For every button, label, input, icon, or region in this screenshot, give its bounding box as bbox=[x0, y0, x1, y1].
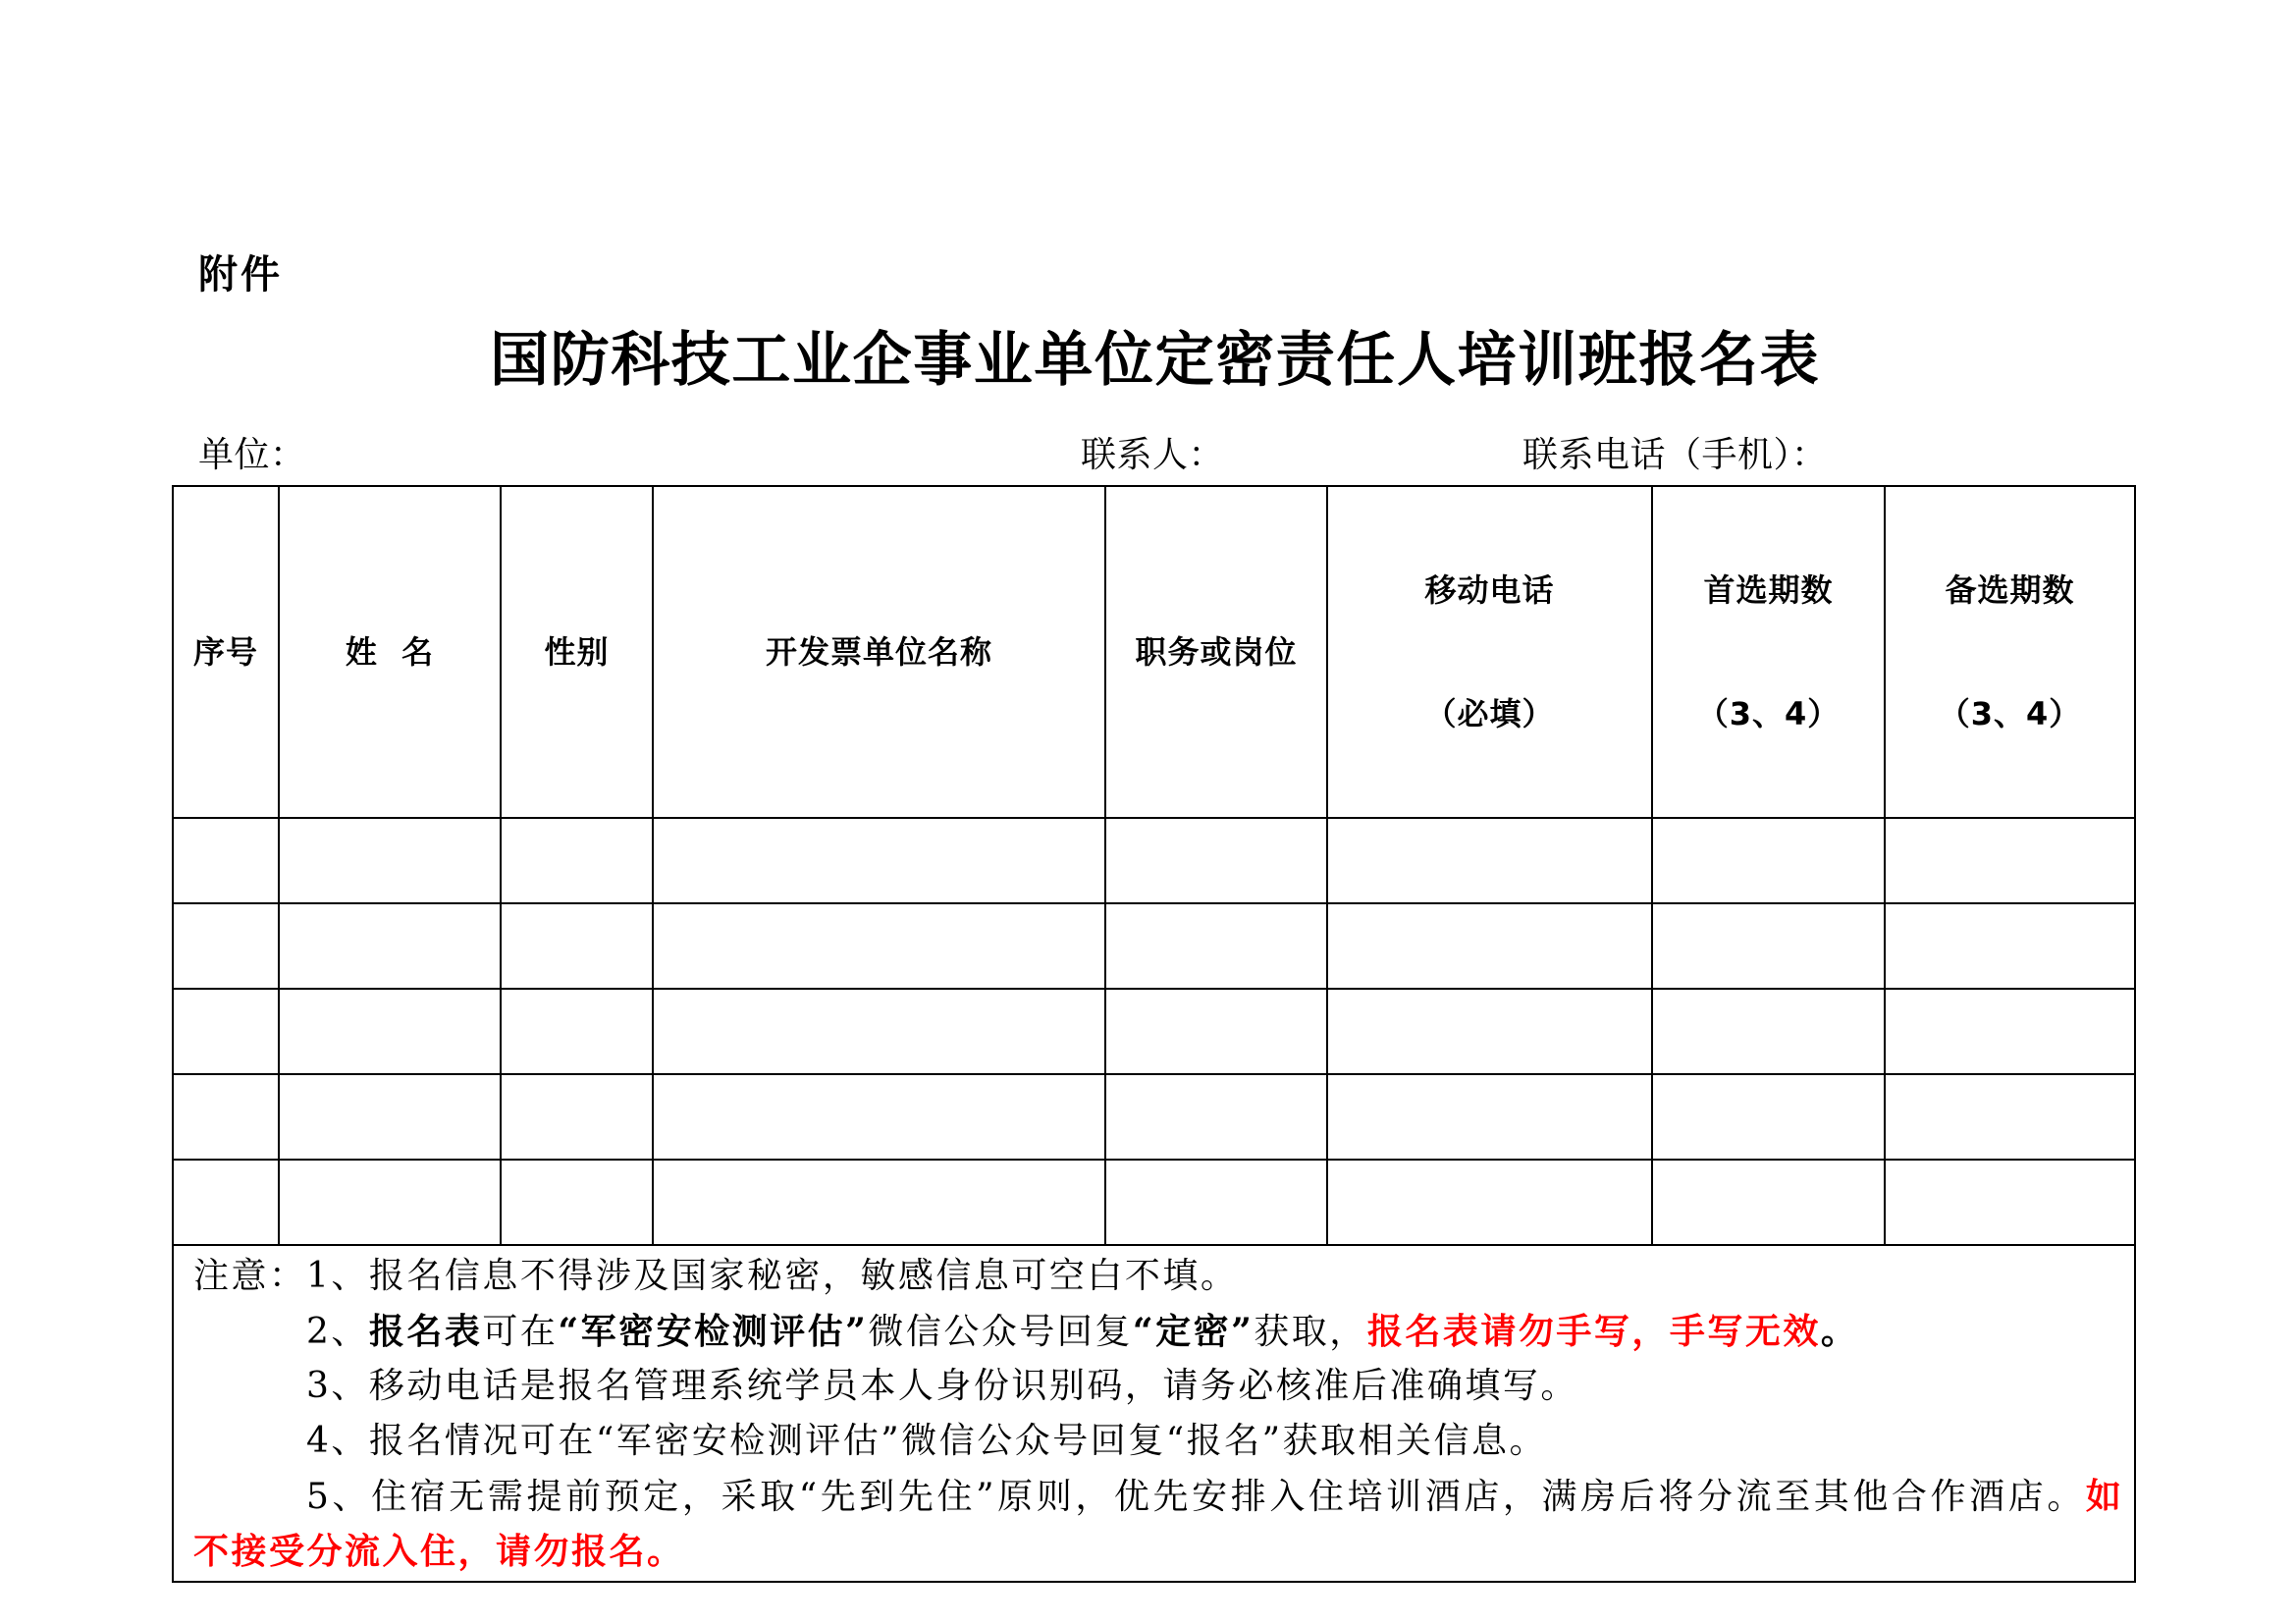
notes-cell bbox=[173, 1245, 2135, 1582]
unit-label: 单位： bbox=[198, 435, 306, 475]
cell-gender bbox=[501, 1074, 653, 1160]
notes-row bbox=[173, 1245, 2135, 1582]
cell-serial-number bbox=[173, 903, 279, 989]
notes-prefix: 注意： bbox=[193, 1256, 307, 1296]
header-first-choice-session bbox=[1652, 486, 1885, 818]
note-2-number: 2、 bbox=[306, 1312, 369, 1352]
cell-alternate-choice-session bbox=[1885, 818, 2135, 903]
note-5-text: 5、住宿无需提前预定，采取“先到先住”原则，优先安排入住培训酒店，满房后将分流至其他合作酒店。 bbox=[306, 1477, 2086, 1517]
note-5-warning-end: 不接受分流入住，请勿报名。 bbox=[193, 1531, 685, 1572]
cell-name bbox=[279, 903, 501, 989]
note-line-1 bbox=[193, 1249, 2134, 1304]
cell-position bbox=[1105, 818, 1327, 903]
form-title: 国防科技工业企事业单位定密责任人培训班报名表 bbox=[490, 326, 1821, 395]
table-row bbox=[173, 903, 2135, 989]
cell-first-choice-session bbox=[1652, 903, 1885, 989]
cell-position bbox=[1105, 1074, 1327, 1160]
contact-person-label: 联系人： bbox=[1081, 435, 1225, 475]
cell-serial-number bbox=[173, 1160, 279, 1245]
cell-mobile-phone bbox=[1327, 818, 1652, 903]
cell-serial-number bbox=[173, 818, 279, 903]
note-2-text-c: 获取， bbox=[1254, 1312, 1367, 1352]
cell-position bbox=[1105, 903, 1327, 989]
header-first-choice-line2: （3、4） bbox=[1696, 695, 1841, 732]
note-2-text-b: 微信公众号回复 bbox=[868, 1312, 1133, 1352]
header-alternate-choice-line2: （3、4） bbox=[1938, 695, 2082, 732]
note-line-4 bbox=[193, 1414, 2134, 1469]
note-1-text: 1、报名信息不得涉及国家秘密，敏感信息可空白不填。 bbox=[306, 1256, 1239, 1296]
cell-serial-number bbox=[173, 989, 279, 1074]
contact-phone-label: 联系电话（手机）： bbox=[1522, 435, 1828, 475]
cell-invoice-unit-name bbox=[653, 903, 1105, 989]
cell-alternate-choice-session bbox=[1885, 903, 2135, 989]
cell-first-choice-session bbox=[1652, 989, 1885, 1074]
cell-name bbox=[279, 1074, 501, 1160]
note-2-account-name: “军密安检测评估” bbox=[558, 1311, 869, 1352]
table-row bbox=[173, 1074, 2135, 1160]
cell-mobile-phone bbox=[1327, 989, 1652, 1074]
header-alternate-choice-session bbox=[1885, 486, 2135, 818]
cell-name bbox=[279, 989, 501, 1074]
cell-name bbox=[279, 818, 501, 903]
cell-gender bbox=[501, 903, 653, 989]
note-2-keyword: “定密” bbox=[1132, 1311, 1255, 1352]
cell-gender bbox=[501, 989, 653, 1074]
cell-mobile-phone bbox=[1327, 1074, 1652, 1160]
attachment-label: 附件 bbox=[198, 252, 283, 298]
note-line-5 bbox=[193, 1469, 2134, 1524]
cell-gender bbox=[501, 818, 653, 903]
cell-alternate-choice-session bbox=[1885, 1074, 2135, 1160]
note-2-form-name: 报名表 bbox=[368, 1311, 483, 1352]
cell-mobile-phone bbox=[1327, 1160, 1652, 1245]
header-name: 姓 名 bbox=[279, 486, 501, 818]
cell-serial-number bbox=[173, 1074, 279, 1160]
cell-name bbox=[279, 1160, 501, 1245]
header-gender: 性别 bbox=[501, 486, 653, 818]
note-2-end: 。 bbox=[1820, 1311, 1859, 1352]
header-alternate-choice-line1: 备选期数 bbox=[1945, 571, 2075, 609]
note-line-3 bbox=[193, 1359, 2134, 1414]
header-serial-number: 序号 bbox=[173, 486, 279, 818]
table-row bbox=[173, 818, 2135, 903]
cell-first-choice-session bbox=[1652, 818, 1885, 903]
header-first-choice-line1: 首选期数 bbox=[1703, 571, 1834, 609]
cell-gender bbox=[501, 1160, 653, 1245]
cell-invoice-unit-name bbox=[653, 818, 1105, 903]
cell-alternate-choice-session bbox=[1885, 1160, 2135, 1245]
header-position: 职务或岗位 bbox=[1105, 486, 1327, 818]
cell-mobile-phone bbox=[1327, 903, 1652, 989]
header-invoice-unit-name: 开发票单位名称 bbox=[653, 486, 1105, 818]
cell-invoice-unit-name bbox=[653, 1074, 1105, 1160]
registration-table bbox=[172, 485, 2136, 1583]
cell-position bbox=[1105, 989, 1327, 1074]
table-row bbox=[173, 989, 2135, 1074]
cell-invoice-unit-name bbox=[653, 989, 1105, 1074]
table-header-row bbox=[173, 486, 2135, 818]
header-mobile-phone-line1: 移动电话 bbox=[1424, 571, 1555, 609]
note-line-6 bbox=[193, 1524, 2134, 1579]
table-row bbox=[173, 1160, 2135, 1245]
note-2-warning: 报名表请勿手写，手写无效 bbox=[1366, 1311, 1821, 1352]
note-4-text: 4、报名情况可在“军密安检测评估”微信公众号回复“报名”获取相关信息。 bbox=[306, 1421, 1548, 1461]
cell-alternate-choice-session bbox=[1885, 989, 2135, 1074]
note-5-warning-start: 如 bbox=[2085, 1476, 2125, 1517]
cell-position bbox=[1105, 1160, 1327, 1245]
header-mobile-phone-line2: （必填） bbox=[1424, 695, 1555, 732]
note-2-text-a: 可在 bbox=[482, 1312, 559, 1352]
cell-invoice-unit-name bbox=[653, 1160, 1105, 1245]
note-3-text: 3、移动电话是报名管理系统学员本人身份识别码，请务必核准后准确填写。 bbox=[306, 1366, 1578, 1406]
cell-first-choice-session bbox=[1652, 1074, 1885, 1160]
cell-first-choice-session bbox=[1652, 1160, 1885, 1245]
header-mobile-phone bbox=[1327, 486, 1652, 818]
note-line-2 bbox=[193, 1304, 2134, 1359]
